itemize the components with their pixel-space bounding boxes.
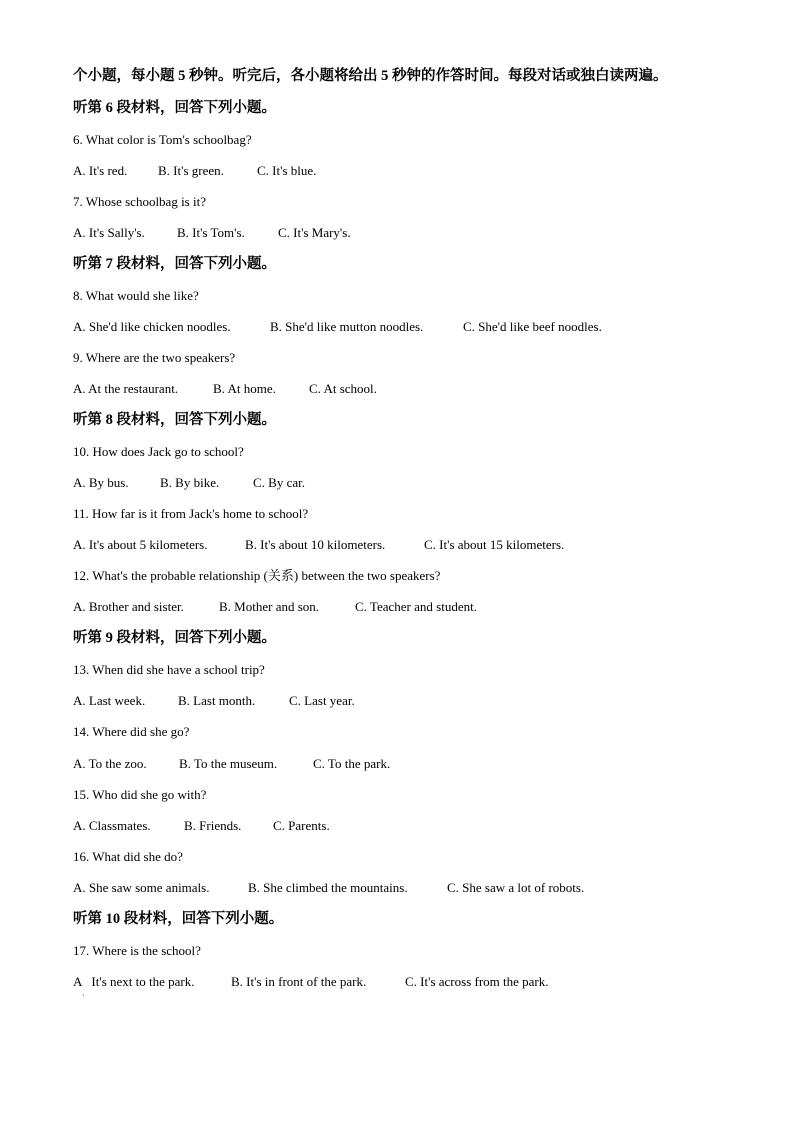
option-a: A. Classmates. (73, 818, 151, 833)
question-text: 12. What's the probable relationship (关系) between the two speakers? (73, 568, 441, 583)
option-a: A. It's Sally's. (73, 225, 145, 240)
option-a: A. She'd like chicken noodles. (73, 319, 231, 334)
option-b: B. It's about 10 kilometers. (245, 537, 386, 552)
option-a: A. She saw some animals. (73, 880, 210, 895)
option-c: C. Parents. (273, 818, 330, 833)
answer-options (73, 974, 549, 990)
option-b: B. By bike. (160, 475, 220, 490)
option-c: C. By car. (253, 475, 305, 490)
answer-options (73, 381, 377, 397)
option-a: A. To the zoo. (73, 756, 147, 771)
question-text: 6. What color is Tom's schoolbag? (73, 132, 252, 147)
option-a: A. By bus. (73, 475, 129, 490)
option-a: A. It's about 5 kilometers. (73, 537, 208, 552)
question-text: 17. Where is the school? (73, 943, 201, 958)
section-heading: 听第 8 段材料，回答下列小题。 (73, 412, 276, 428)
answer-options (73, 163, 316, 179)
option-c: C. She saw a lot of robots. (447, 880, 585, 895)
answer-options (73, 880, 584, 896)
question-text: 16. What did she do? (73, 849, 183, 864)
option-a: A. Brother and sister. (73, 599, 184, 614)
option-b: B. She climbed the mountains. (248, 880, 408, 895)
section-heading: 听第 10 段材料，回答下列小题。 (73, 911, 284, 927)
section-heading: 听第 9 段材料，回答下列小题。 (73, 630, 276, 646)
question-text: 8. What would she like? (73, 288, 199, 303)
option-b: B. It's Tom's. (177, 225, 245, 240)
option-b: B. It's green. (158, 163, 224, 178)
intro-text: 个小题，每小题 5 秒钟。听完后，各小题将给出 5 秒钟的作答时间。每段对话或独白读两遍。 (73, 68, 668, 84)
option-c: C. She'd like beef noodles. (463, 319, 602, 334)
stray-mark: · (82, 991, 85, 1000)
section-heading: 听第 7 段材料，回答下列小题。 (73, 256, 276, 272)
question-text: 13. When did she have a school trip? (73, 662, 265, 677)
option-c: C. It's Mary's. (278, 225, 351, 240)
question-text: 9. Where are the two speakers? (73, 350, 236, 365)
question-text: 15. Who did she go with? (73, 787, 207, 802)
option-a: A It's next to the park. (73, 974, 195, 989)
option-a: A. Last week. (73, 693, 146, 708)
answer-options (73, 475, 305, 491)
option-c: C. It's across from the park. (405, 974, 549, 989)
option-b: B. Last month. (178, 693, 256, 708)
answer-options (73, 319, 602, 335)
option-b: B. To the museum. (179, 756, 278, 771)
question-text: 14. Where did she go? (73, 724, 190, 739)
section-heading: 听第 6 段材料，回答下列小题。 (73, 100, 276, 116)
answer-options (73, 537, 564, 553)
option-b: B. It's in front of the park. (231, 974, 367, 989)
answer-options (73, 693, 355, 709)
option-c: C. It's blue. (257, 163, 317, 178)
option-c: C. To the park. (313, 756, 391, 771)
option-a: A. It's red. (73, 163, 128, 178)
answer-options (73, 225, 351, 241)
option-a: A. At the restaurant. (73, 381, 179, 396)
option-b: B. Friends. (184, 818, 242, 833)
option-c: C. Teacher and student. (355, 599, 477, 614)
question-text: 11. How far is it from Jack's home to school? (73, 506, 309, 521)
question-text: 7. Whose schoolbag is it? (73, 194, 206, 209)
question-text: 10. How does Jack go to school? (73, 444, 244, 459)
option-b: B. At home. (213, 381, 276, 396)
option-c: C. Last year. (289, 693, 355, 708)
option-c: C. It's about 15 kilometers. (424, 537, 565, 552)
answer-options (73, 599, 477, 615)
option-b: B. She'd like mutton noodles. (270, 319, 424, 334)
option-b: B. Mother and son. (219, 599, 320, 614)
option-c: C. At school. (309, 381, 377, 396)
answer-options (73, 756, 390, 772)
answer-options (73, 818, 330, 834)
